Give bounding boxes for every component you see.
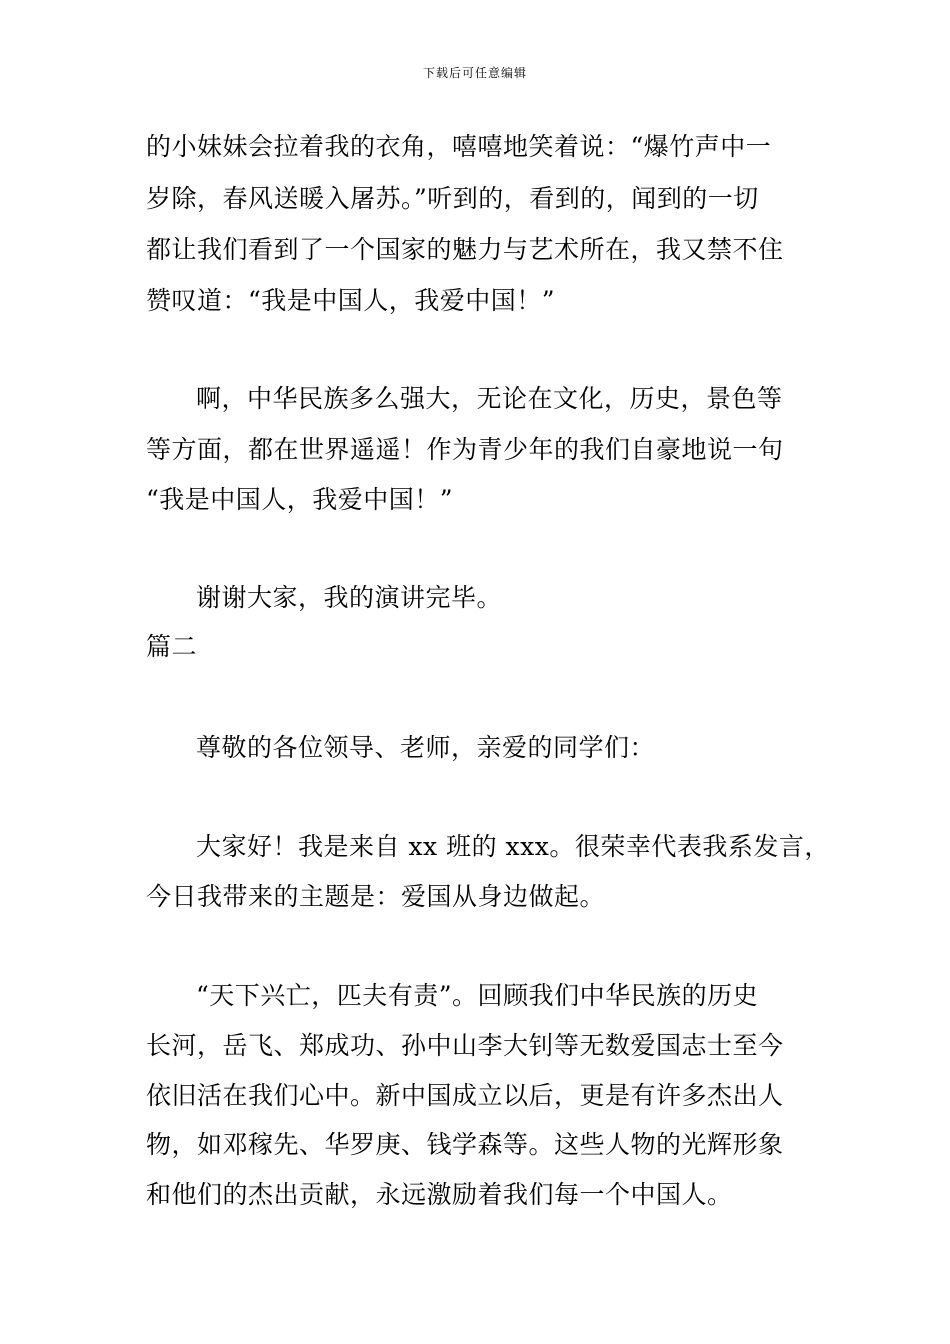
paragraph-line: 今日我带来的主题是：爱国从身边做起。 — [146, 882, 606, 911]
paragraph-line: 的小妹妹会拉着我的衣角，嘻嘻地笑着说：“爆竹声中一 — [146, 132, 772, 161]
paragraph-line: 赞叹道：“我是中国人，我爱中国！” — [146, 286, 556, 315]
paragraph-line: “天下兴亡，匹夫有责”。回顾我们中华民族的历史 — [196, 981, 759, 1010]
paragraph-line: 岁除，春风送暖入屠苏。”听到的，看到的，闻到的一切 — [146, 184, 759, 213]
paragraph-line: 物，如邓稼先、华罗庚、钱学森等。这些人物的光辉形象 — [146, 1130, 784, 1159]
paragraph-line: 都让我们看到了一个国家的魅力与艺术所在，我又禁不住 — [146, 235, 784, 264]
paragraph-line: 谢谢大家，我的演讲完毕。 — [196, 583, 503, 612]
page-header: 下载后可任意编辑 — [422, 66, 527, 80]
section-heading: 篇二 — [146, 632, 198, 661]
paragraph-line: 大家好！我是来自 xx 班的 xxx。很荣幸代表我系发言， — [196, 832, 830, 861]
paragraph-line: 依旧活在我们心中。新中国成立以后，更是有许多杰出人 — [146, 1081, 784, 1110]
paragraph-line: 等方面，都在世界遥遥！作为青少年的我们自豪地说一句 — [146, 435, 784, 464]
paragraph-line: 和他们的杰出贡献，永远激励着我们每一个中国人。 — [146, 1180, 733, 1209]
paragraph-line: “我是中国人，我爱中国！” — [146, 485, 454, 514]
paragraph-line: 长河，岳飞、郑成功、孙中山李大钊等无数爱国志士至今 — [146, 1031, 784, 1060]
paragraph-line: 啊，中华民族多么强大，无论在文化，历史，景色等 — [196, 384, 783, 413]
paragraph-line: 尊敬的各位领导、老师，亲爱的同学们： — [196, 733, 656, 762]
